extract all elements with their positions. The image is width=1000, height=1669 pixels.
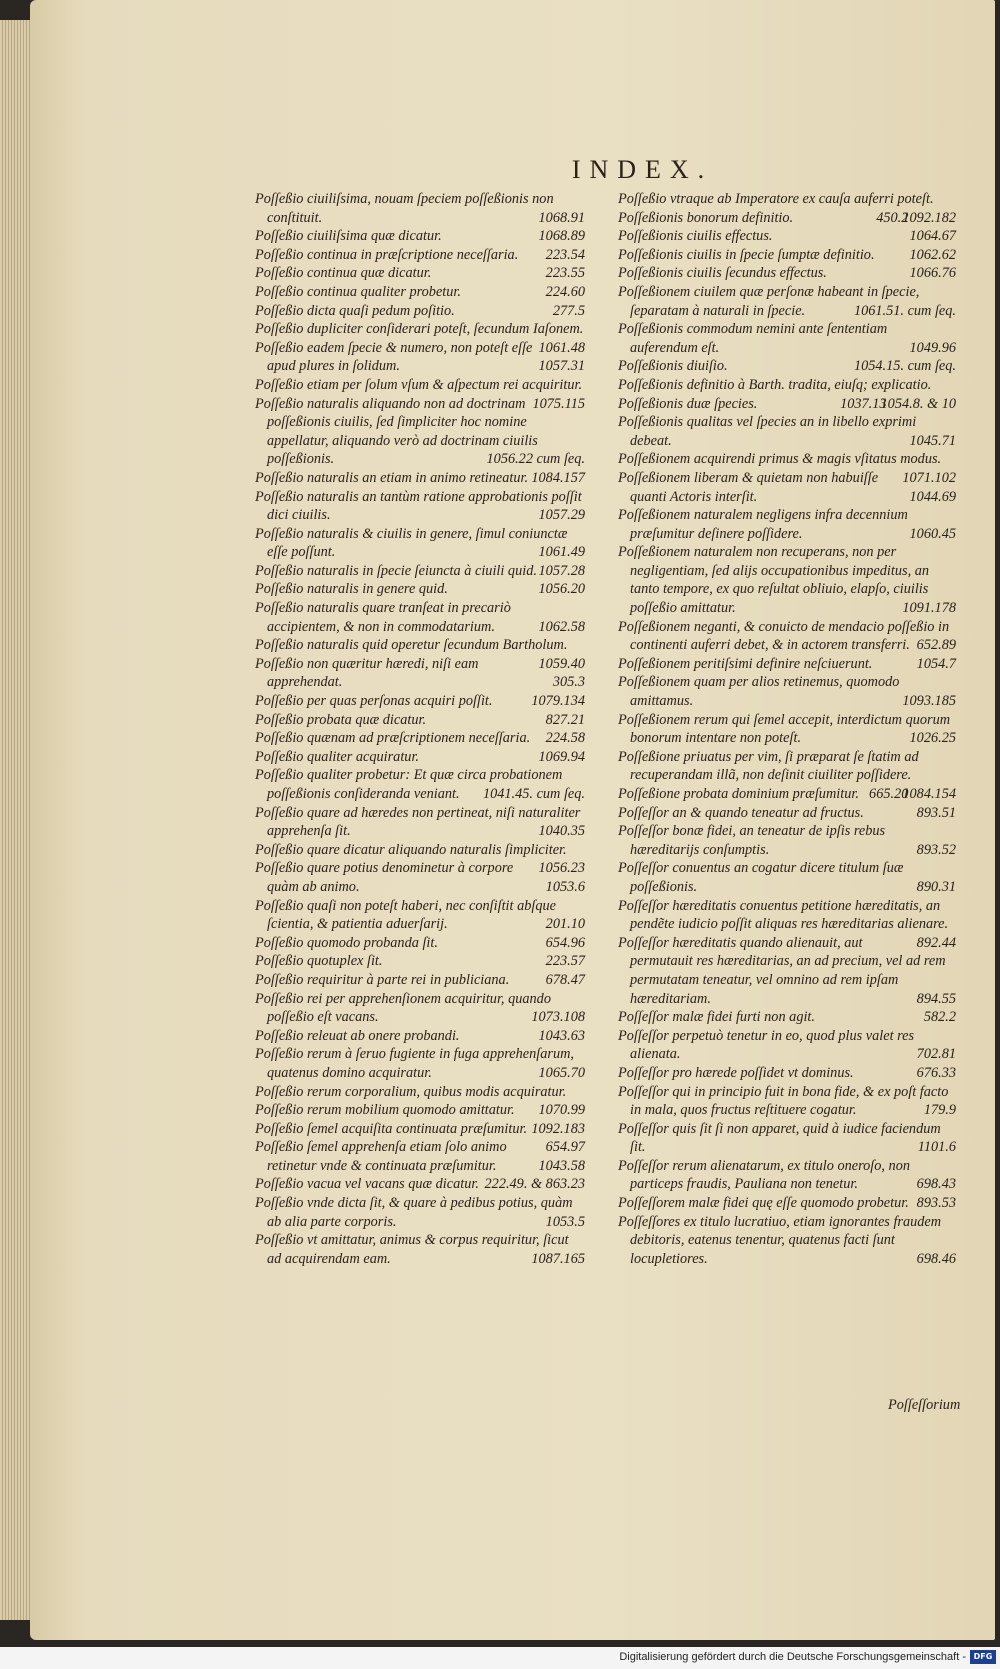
entry-reference: 1091.178 [902, 600, 956, 617]
entry-text: Poſſeßio ciuiliſsima, nouam ſpeciem poſſeßionis non conſtituit. [255, 191, 554, 226]
index-entry [255, 711, 585, 730]
index-entry [255, 636, 585, 672]
entry-text: Poſſeſſor malæ fidei furti non agit. [618, 1009, 815, 1026]
entry-text: Poſſeßione probata dominium præſumitur. [618, 786, 859, 802]
index-entry [255, 952, 585, 971]
dfg-logo: DFG [970, 1650, 996, 1664]
entry-reference: 1079.134 [531, 693, 585, 710]
entry-text: Poſſeßio non quæritur hæredi, niſi eam apprehendat. [255, 655, 479, 691]
entry-text: Poſſeßio naturalis quare tranſeat in precariò accipientem, & non in commodatarium. [255, 600, 511, 635]
entry-reference: 277.5 [552, 302, 585, 319]
book-page [30, 0, 995, 1640]
entry-reference: 224.60 [545, 283, 585, 300]
entry-reference: 1087.165 [531, 1250, 585, 1267]
entry-reference: 1092.183 [531, 1120, 585, 1137]
entry-reference: 1064.67 [909, 228, 956, 245]
entry-reference: 1043.63 [538, 1027, 585, 1044]
index-entry [618, 450, 956, 486]
index-entry [618, 264, 956, 283]
entry-reference: 1054.15. cum ſeq. [853, 358, 956, 375]
index-entry [255, 1138, 585, 1175]
index-entry [618, 1083, 956, 1120]
entry-text: Poſſeßio rerum corporalium, quibus modis acquiratur. [255, 1083, 567, 1100]
entry-reference: 223.55 [545, 265, 585, 282]
index-entry [618, 822, 956, 859]
index-entry [255, 1045, 585, 1082]
entry-text: Poſſeßio naturalis quid operetur ſecundum Bartholum. [255, 637, 568, 654]
entry-text: Poſſeßio rei per apprehenſionem acquiritur, quando poſſeßio eſt vacans. [255, 990, 551, 1026]
entry-text: Poſſeßio etiam per ſolum vſum & aſpectum rei acquiritur. [255, 376, 583, 393]
entry-reference: 223.54 [545, 246, 585, 263]
entry-text: Poſſeßio quomodo probanda ſit. [255, 934, 438, 951]
entry-reference: 1068.91 [538, 209, 585, 226]
index-column-left [255, 190, 585, 1268]
entry-text: Poſſeßio vacua vel vacans quæ dicatur. [255, 1176, 479, 1193]
entry-text: Poſſeßio ſemel apprehenſa etiam ſolo animo retinetur vnde & continuata præſumitur. [255, 1139, 507, 1174]
entry-text: Poſſeßionem acquirendi primus & magis vſitatus modus. [618, 451, 942, 468]
entry-reference: 1043.58 [538, 1157, 585, 1174]
index-entry [255, 246, 585, 265]
entry-reference: 1084.154 [902, 786, 956, 802]
entry-text: Poſſeſſorem malæ fidei quę eſſe quomodo probetur. [618, 1195, 909, 1212]
entry-text: Poſſeßionis qualitas vel ſpecies an in libello exprimi debeat. [618, 414, 917, 449]
entry-reference: 892.44 [916, 934, 956, 951]
index-entry [255, 655, 585, 692]
index-entry [618, 413, 956, 450]
entry-text: Poſſeßio continua qualiter probetur. [255, 283, 461, 300]
entry-reference: 652.89 [916, 637, 956, 654]
entry-reference: 1057.29 [538, 507, 585, 524]
entry-reference: 1060.45 [909, 525, 956, 542]
entry-reference: 305.3 [552, 674, 585, 691]
entry-reference: 1066.76 [909, 265, 956, 282]
entry-reference: 1061.48 [538, 339, 585, 356]
entry-reference: 894.55 [916, 990, 956, 1007]
entry-text: Poſſeßionis commodum nemini ante ſententiam auferendum eſt. [618, 321, 888, 356]
entry-reference: 1062.62 [909, 246, 956, 263]
entry-reference: 1101.6 [917, 1139, 956, 1156]
entry-text: Poſſeßio per quas perſonas acquiri poſſit. [255, 693, 493, 710]
entry-reference: 1057.28 [538, 562, 585, 579]
index-entry [618, 618, 956, 655]
entry-reference: 893.52 [916, 841, 956, 858]
entry-reference: 1061.49 [538, 544, 585, 561]
entry-text: Poſſeſſor rerum alienatarum, ex titulo oneroſo, non particeps fraudis, Pauliana non tenetur. [618, 1157, 910, 1193]
index-entry [618, 1157, 956, 1194]
index-entry [255, 766, 585, 803]
entry-reference: 582.2 [923, 1009, 956, 1026]
entry-text: Poſſeſſor an & quando teneatur ad fructus. [618, 804, 864, 821]
index-entry [618, 859, 956, 896]
index-entry [255, 1175, 585, 1194]
entry-text: Poſſeßio continua quæ dicatur. [255, 265, 432, 282]
entry-text: Poſſeßionis bonorum definitio. [618, 209, 794, 226]
entry-reference: 698.46 [916, 1250, 956, 1267]
entry-text: Poſſeßio vnde dicta ſit, & quare à pedibus potius, quàm ab alia parte corporis. [255, 1195, 573, 1230]
entry-reference: 222.49. & 863.23 [484, 1176, 585, 1193]
entry-reference: 654.96 [545, 934, 585, 951]
entry-reference: 1054.7 [916, 655, 956, 672]
entry-reference: 1044.69 [909, 488, 956, 505]
entry-text: Poſſeßio continua in præſcriptione neceſſaria. [255, 246, 519, 263]
entry-text: Poſſeſſores ex titulo lucratiuo, etiam ignorantes fraudem debitoris, eatenus tenentur, quatenus facti ſunt locupletiores. [618, 1213, 942, 1267]
entry-text: Poſſeſſor perpetuò tenetur in eo, quod plus valet res alienata. [618, 1027, 915, 1063]
entry-text: Poſſeßionem liberam & quietam non habuiſſe quanti Actoris interſit. [618, 469, 879, 505]
index-entry [618, 1213, 956, 1269]
index-entry [618, 655, 956, 674]
index-entry [255, 692, 585, 711]
entry-text: Poſſeßio probata quæ dicatur. [255, 711, 427, 728]
entry-text: Poſſeßio releuat ab onere probandi. [255, 1027, 460, 1044]
entry-reference: 1057.31 [538, 358, 585, 375]
entry-text: Poſſeßionem naturalem non recuperans, non per negligentiam, ſed alijs occupationibus impeditus, an tanto tempore, ex quo reſultat obliuio, elapſo, ciuilis poſſeßio amittatur. [618, 544, 930, 617]
entry-reference: 1073.108 [531, 1009, 585, 1026]
entry-reference: 1045.71 [909, 432, 956, 449]
index-entry [618, 785, 956, 804]
entry-text: Poſſeßio quotuplex ſit. [255, 953, 383, 970]
entry-reference: 893.51 [916, 804, 956, 821]
index-entry [618, 506, 956, 543]
entry-text: Poſſeßionis definitio à Barth. tradita, eiuſq; explicatio. [618, 376, 932, 393]
entry-text: Poſſeßionem neganti, & conuicto de mendacio poſſeßio in continenti auferri debet, & in actorem transferri. [618, 618, 950, 654]
index-entry [618, 357, 956, 376]
entry-text: Poſſeßionem ciuilem quæ perſonæ habeant in ſpecie, ſeparatam à naturali in ſpecie. [618, 283, 920, 319]
index-entry [618, 1194, 956, 1213]
entry-text: Poſſeßio quare potius denominetur à corpore quàm ab animo. [255, 860, 514, 895]
entry-text: Poſſeßio qualiter probetur: Et quæ circa probationem poſſeßionis conſideranda veniant. [255, 767, 563, 802]
entry-text: Poſſeßionem naturalem negligens infra decennium præſumitur deſinere poſſidere. [618, 507, 908, 542]
entry-reference: 1054.8. & 10 [880, 395, 956, 412]
index-entry [618, 543, 956, 617]
entry-reference: 1056.22 cum ſeq. [486, 451, 585, 468]
entry-reference: 678.47 [545, 971, 585, 988]
index-entry [255, 525, 585, 562]
entry-text: Poſſeßionem rerum qui ſemel accepit, interdictum quorum bonorum intentare non poteſt. [618, 711, 951, 747]
entry-reference: 702.81 [916, 1046, 956, 1063]
entry-text: Poſſeßionis ciuilis effectus. [618, 228, 773, 245]
entry-reference: 1084.157 [531, 469, 585, 486]
entry-text: Poſſeßio requiritur à parte rei in publiciana. [255, 971, 510, 988]
entry-text: Poſſeßionis diuiſio. [618, 358, 728, 375]
entry-text: Poſſeßio eadem ſpecie & numero, non poteſt eſſe apud plures in ſolidum. [255, 339, 533, 375]
entry-text: Poſſeßio naturalis in genere quid. [255, 581, 448, 598]
index-entry [255, 562, 585, 581]
entry-text: Poſſeßio naturalis in ſpecie ſeiuncta à ciuili quid. [255, 562, 537, 579]
index-entry [618, 1008, 956, 1027]
index-entry [255, 1194, 585, 1231]
entry-text: Poſſeſſor pro hærede poſſidet vt dominus. [618, 1064, 854, 1081]
index-entry [255, 748, 585, 767]
index-entry [618, 711, 956, 748]
entry-reference: 201.10 [545, 916, 585, 933]
index-entry [618, 1027, 956, 1064]
entry-text: Poſſeſſor conuentus an cogatur dicere titulum ſuæ poſſeßionis. [618, 860, 904, 895]
entry-reference: 1056.20 [538, 581, 585, 598]
index-entry [618, 1064, 956, 1083]
entry-reference: 1049.96 [909, 339, 956, 356]
index-entry [255, 804, 585, 841]
entry-reference: 223.57 [545, 953, 585, 970]
entry-reference: 1053.6 [545, 878, 585, 895]
entry-reference: 676.33 [916, 1064, 956, 1081]
entry-reference: 450.2 [876, 209, 909, 226]
index-entry [618, 804, 956, 823]
entry-reference: 1041.45. cum ſeq. [482, 786, 585, 802]
entry-reference: 1040.35 [538, 823, 585, 840]
entry-text: Poſſeßio naturalis & ciuilis in genere, ſimul coniunctæ eſſe poſſunt. [255, 525, 568, 561]
entry-text: Poſſeßionis duæ ſpecies. [618, 395, 758, 412]
entry-text: Poſſeßio quænam ad præſcriptionem neceſſaria. [255, 730, 531, 747]
entry-reference: 1037.13 [840, 395, 887, 412]
entry-text: Poſſeßio naturalis aliquando non ad doctrinam poſſeßionis ciuilis, ſed ſimpliciter hoc nomine appellatur, aliquando verò ad doctrinam ciuilis poſſeßionis. [255, 395, 538, 468]
entry-text: Poſſeßio naturalis an tantùm ratione approbationis poſſit dici ciuilis. [255, 488, 582, 524]
entry-text: Poſſeßio qualiter acquiratur. [255, 748, 420, 765]
index-entry [255, 283, 585, 302]
index-entry [255, 469, 585, 488]
entry-text: Poſſeßionem quam per alios retinemus, quomodo amittamus. [618, 674, 900, 710]
entry-text: Poſſeßio quare ad hæredes non pertineat, niſi naturaliter apprehenſa ſit. [255, 804, 581, 840]
entry-text: Poſſeßionis ciuilis in ſpecie ſumptæ definitio. [618, 246, 875, 263]
index-entry [255, 376, 585, 412]
entry-reference: 890.31 [916, 878, 956, 895]
index-entry [255, 488, 585, 525]
entry-text: Poſſeßionis ciuilis ſecundus effectus. [618, 265, 827, 282]
index-entry [255, 320, 585, 356]
index-entry [618, 673, 956, 710]
entry-text: Poſſeſſor hæreditatis conuentus petitione hæreditatis, an pendẽte iudicio poſſit aliquas res hæreditarias alienare. [618, 897, 949, 933]
entry-text: Poſſeßio ſemel acquiſita continuata præſumitur. [255, 1120, 528, 1137]
index-entry [618, 934, 956, 1008]
entry-reference: 1068.89 [538, 228, 585, 245]
entry-text: Poſſeßio dupliciter conſiderari poteſt, ſecundum Iaſonem. [255, 321, 584, 338]
entry-reference: 1062.58 [538, 618, 585, 635]
entry-text: Poſſeßio naturalis an etiam in animo retineatur. [255, 469, 529, 486]
entry-reference: 654.97 [545, 1139, 585, 1156]
index-entry [618, 320, 956, 357]
entry-text: Poſſeßio rerum à ſeruo fugiente in fuga apprehenſarum, quatenus domino acquiratur. [255, 1046, 574, 1081]
index-entry [255, 227, 585, 246]
catchword: Poſſeſſorium [888, 1397, 961, 1413]
index-entry [255, 934, 585, 953]
index-entry [255, 897, 585, 934]
entry-reference: 1059.40 [538, 655, 585, 672]
entry-reference: 1071.102 [902, 469, 956, 486]
entry-text: Poſſeſſor qui in principio fuit in bona fide, & ex poſt facto in mala, quos fructus reſtituere cogatur. [618, 1083, 949, 1119]
footer-credit: Digitalisierung gefördert durch die Deutsche Forschungsgemeinschaft - [619, 1651, 966, 1663]
index-entry [255, 339, 585, 376]
index-entry [255, 859, 585, 896]
entry-text: Poſſeßione priuatus per vim, ſi præparat ſe ſtatim ad recuperandam illã, non deſinit ciuiliter poſſidere. [618, 748, 919, 784]
index-entry [618, 246, 956, 265]
index-entry [618, 897, 956, 951]
index-entry [618, 1120, 956, 1157]
index-entry [255, 729, 585, 748]
index-entry [255, 264, 585, 283]
entry-reference: 1070.99 [538, 1102, 585, 1119]
index-entry [618, 209, 956, 228]
entry-text: Poſſeßio vtraque ab Imperatore ex cauſa auferri poteſt. [618, 191, 934, 207]
entry-reference: 1053.5 [545, 1213, 585, 1230]
entry-reference: 827.21 [545, 711, 585, 728]
page-heading: INDEX. [571, 155, 714, 184]
index-entry [618, 227, 956, 246]
entry-text: Poſſeßio quare dicatur aliquando naturalis ſimpliciter. [255, 841, 567, 858]
entry-text: Poſſeſſor quis ſit ſi non apparet, quid à iudice faciendum ſit. [618, 1120, 941, 1156]
entry-text: Poſſeßio ciuiliſsima quæ dicatur. [255, 228, 442, 245]
entry-reference: 1061.51. cum ſeq. [853, 302, 956, 319]
entry-text: Poſſeſſor hæreditatis quando alienauit, aut permutauit res hæreditarias, an ad precium, vel ad rem permutatam teneatur, vel omnino ad rem ipſam hæreditariam. [618, 934, 946, 1007]
entry-reference: 1056.23 [538, 860, 585, 877]
index-entry [618, 283, 956, 320]
index-column-right [618, 190, 956, 1268]
index-entry [255, 1231, 585, 1268]
entry-text: Poſſeſſor bonæ fidei, an teneatur de ipſis rebus hæreditarijs conſumptis. [618, 823, 886, 858]
entry-reference: 1093.185 [902, 693, 956, 710]
index-entry [255, 841, 585, 877]
entry-text: Poſſeßionem peritiſsimi definire neſciuerunt. [618, 655, 873, 672]
index-entry [255, 580, 585, 599]
index-entry [255, 302, 585, 321]
entry-reference: 698.43 [916, 1176, 956, 1193]
entry-reference: 1069.94 [538, 748, 585, 765]
entry-text: Poſſeßio quaſi non poteſt haberi, nec conſiſtit abſque ſcientia, & patientia aduerſarij. [255, 897, 556, 933]
entry-reference: 224.58 [545, 730, 585, 747]
index-entry [255, 190, 585, 227]
entry-reference: 1075.115 [532, 395, 585, 412]
entry-reference: 1026.25 [909, 730, 956, 747]
entry-reference: 179.9 [923, 1102, 956, 1119]
entry-reference: 1065.70 [538, 1064, 585, 1081]
index-entry [255, 599, 585, 636]
entry-reference: 893.53 [916, 1195, 956, 1212]
index-entry [255, 971, 585, 990]
entry-reference: 665.20 [869, 786, 909, 802]
entry-text: Poſſeßio rerum mobilium quomodo amittatur. [255, 1102, 515, 1119]
index-entry [255, 990, 585, 1027]
footer-bar [0, 1647, 1000, 1669]
entry-text: Poſſeßio vt amittatur, animus & corpus requiritur, ſicut ad acquirendam eam. [255, 1232, 569, 1267]
entry-text: Poſſeßio dicta quaſi pedum poſitio. [255, 302, 455, 319]
index-entry [255, 1027, 585, 1046]
entry-reference: 1092.182 [902, 209, 956, 226]
